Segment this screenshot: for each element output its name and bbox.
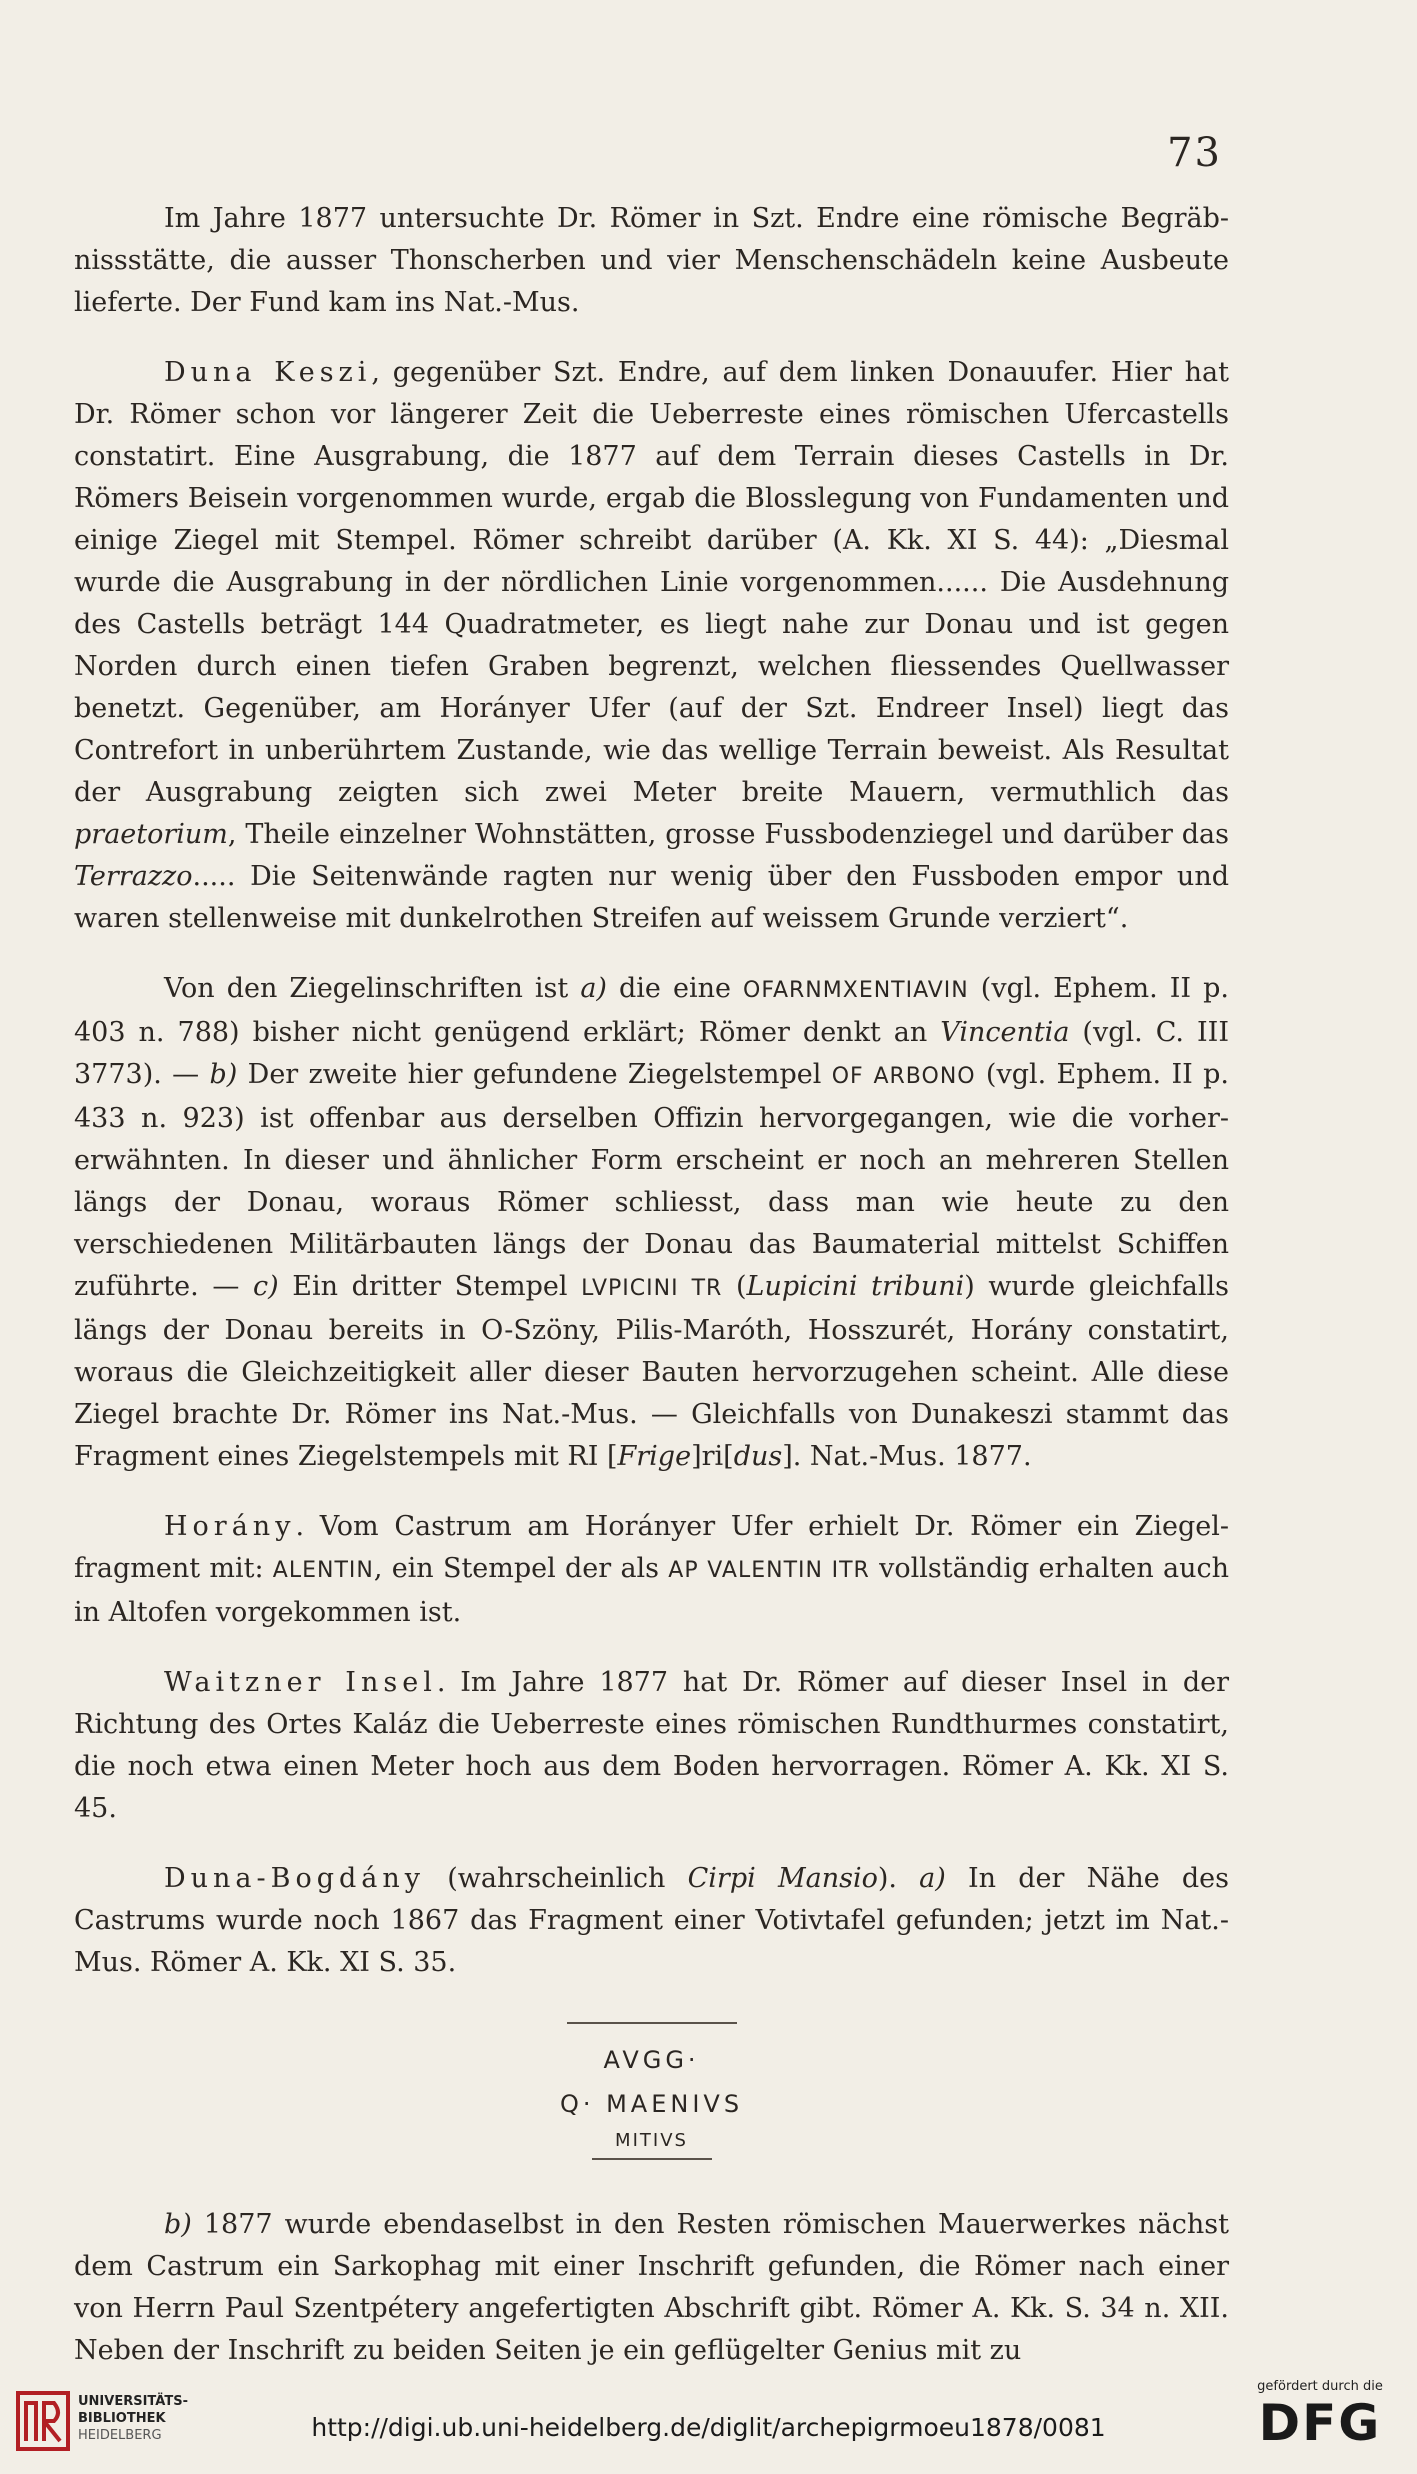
inscription-line-1: AVGG· [603,2046,700,2074]
paragraph [74,1858,1229,1984]
italic-text: Lupicini tribuni [746,1271,965,1302]
page-number: 73 [1167,130,1222,176]
stamp-inscription-text: LVPICINI TR [581,1276,723,1301]
dfg-logo[interactable] [1245,2379,1395,2469]
library-line-3: HEIDELBERG [78,2428,162,2443]
text-run: . Im Jahre 1877 hat Dr. Römer auf dieser Insel in der Richtung des Ortes Kaláz die Ueberreste eines römischen Rundthurmes constatirt, die noch etwa einen Meter hoch aus dem Boden hervorragen. Römer A. Kk. XI S. 45. [74,1667,1229,1824]
italic-text: c) [252,1271,279,1302]
italic-text: Frige [617,1441,692,1472]
text-run: 1877 wurde ebendaselbst in den Resten römischen Mauerwerkes nächst dem Castrum ein Sarkophag mit einer Inschrift gefunden, die Römer nach einer von Herrn Paul Szentpétery angefertigten Abschrift gibt. Römer A. Kk. S. 34 n. XII. Neben der Inschrift zu beiden Seiten je ein geflügelter Genius mit zu [74,2209,1229,2366]
inscription-block [74,2022,1229,2160]
italic-text: praetorium [74,819,228,850]
stamp-inscription-text: OF ARBONO [831,1064,976,1089]
text-run: Der zweite hier gefundene Ziegelstempel [237,1059,832,1090]
body-text [74,198,1229,2400]
text-run: (vgl. Ephem. II p. 403 n. 788) bisher nicht genügend erklärt; Römer denkt an [74,973,1229,1048]
inscription-bottom-rule [592,2158,712,2160]
text-run: . Vom Castrum am Horányer Ufer erhielt Dr. Römer ein Ziegelfragment mit: [74,1511,1229,1584]
text-run: ) wurde gleichfalls längs der Donau bereits in O-Szöny, Pilis-Maróth, Hosszurét, Horány constatirt, woraus die Gleichzeitigkeit aller dieser Bauten hervorzugehen scheint. Alle diese Ziegel brachte Dr. Römer ins Nat.-Mus. — Gleichfalls von Dunakeszi stammt das Fragment eines Ziegelstempels mit RI [ [74,1271,1229,1472]
text-run: ). [877,1863,920,1894]
footer-bar [0,2365,1417,2474]
italic-text: Vincentia [940,1017,1070,1048]
stamp-inscription-text: OFARNMXENTIAVIN [743,978,969,1003]
paragraph [74,1662,1229,1830]
paragraph [74,198,1229,324]
text-run: Ein dritter Stempel [278,1271,582,1302]
text-run: (wahrscheinlich [425,1863,688,1894]
place-name-heading: Waitzner Insel [164,1667,437,1698]
italic-text: a) [580,973,607,1004]
paragraph [74,968,1229,1478]
inscription-line-2: Q· MAENIVS [559,2090,744,2118]
text-run: Im Jahre 1877 untersuchte Dr. Römer in Szt. Endre eine römische Begräbnissstätte, die ausser Thonscherben und vier Menschenschädeln keine Ausbeute lieferte. Der Fund kam ins Nat.-Mus. [74,203,1229,318]
library-line-1: UNIVERSITÄTS- [78,2394,188,2409]
text-run: , gegenüber Szt. Endre, auf dem linken Donauufer. Hier hat Dr. Römer schon vor längerer Zeit die Ueberreste eines römischen Ufercastells constatirt. Eine Ausgrabung, die 1877 auf dem Terrain dieses Castells in Dr. Römers Beisein vorgenommen wurde, ergab die Blosslegung von Fundamenten und einige Ziegel mit Stempel. Römer schreibt darüber (A. Kk. XI S. 44): „Diesmal wurde die Ausgrabung in der nördlichen Linie vorgenommen...... Die Ausdehnung des Castells beträgt 144 Quadratmeter, es liegt nahe zur Donau und ist gegen Norden durch einen tiefen Graben begrenzt, welchen fliessendes Quellwasser benetzt. Gegenüber, am Horányer Ufer (auf der Szt. Endreer Insel) liegt das Contrefort in unberührtem Zustande, wie das wellige Terrain beweist. Als Resultat der Ausgrabung zeigten sich zwei Meter breite Mauern, vermuthlich das [74,357,1229,808]
stamp-inscription-text: ALENTIN [272,1558,374,1583]
dfg-wordmark: DFG [1258,2394,1382,2452]
text-run: (vgl. C. III 3773). — [74,1017,1229,1090]
inscription-top-rule [567,2022,737,2024]
text-run: In der Nähe des Castrums wurde noch 1867 das Fragment einer Votivtafel gefunden; jetzt im Nat.-Mus. Römer A. Kk. XI S. 35. [74,1863,1229,1978]
place-name-heading: Duna-Bogdány [164,1863,426,1894]
place-name-heading: Duna Keszi [164,357,372,388]
text-run: , Theile einzelner Wohnstätten, grosse Fussbodenziegel und darüber das [227,819,1229,850]
permalink-url[interactable]: http://digi.ub.uni-heidelberg.de/diglit/archepigrmoeu1878/0081 [311,2413,1106,2442]
dfg-caption: gefördert durch die [1257,2379,1383,2394]
text-run: ..... Die Seitenwände ragten nur wenig über den Fussboden empor und waren stellenweise mit dunkelrothen Streifen auf weissem Grunde verziert“. [74,861,1229,934]
paragraph [74,352,1229,940]
text-run: ]ri[ [691,1441,734,1472]
text-run: , ein Stempel der als [373,1553,669,1584]
text-run: Von den Ziegelinschriften ist [164,973,581,1004]
place-name-heading: Horány [164,1511,296,1542]
text-run: ]. Nat.-Mus. 1877. [782,1441,1032,1472]
paragraph-list [74,198,1229,1984]
text-run: (vgl. Ephem. II p. 433 n. 923) ist offenbar aus derselben Offizin hervorgegangen, wie die vorhererwähnten. In dieser und ähnlicher Form erscheint er noch an mehreren Stellen längs der Donau, woraus Römer schliesst, dass man wie heute zu den verschiedenen Militärbauten längs der Donau das Baumaterial mittelst Schiffen zuführte. — [74,1059,1229,1302]
italic-text: dus [733,1441,783,1472]
text-run: vollständig erhalten auch in Altofen vorgekommen ist. [74,1553,1229,1628]
italic-text: Cirpi Mansio [687,1863,878,1894]
text-run: ( [722,1271,747,1302]
italic-text: a) [919,1863,946,1894]
italic-text: Terrazzo [74,861,193,892]
stamp-inscription-text: AP VALENTIN ITR [668,1558,870,1583]
library-line-2: BIBLIOTHEK [78,2411,166,2426]
paragraph [74,1506,1229,1634]
closing-paragraph [74,2204,1229,2372]
italic-text: b) [164,2209,192,2240]
inscription-line-3: MITIVS [615,2130,688,2151]
italic-text: b) [209,1059,238,1090]
text-run: die eine [606,973,744,1004]
